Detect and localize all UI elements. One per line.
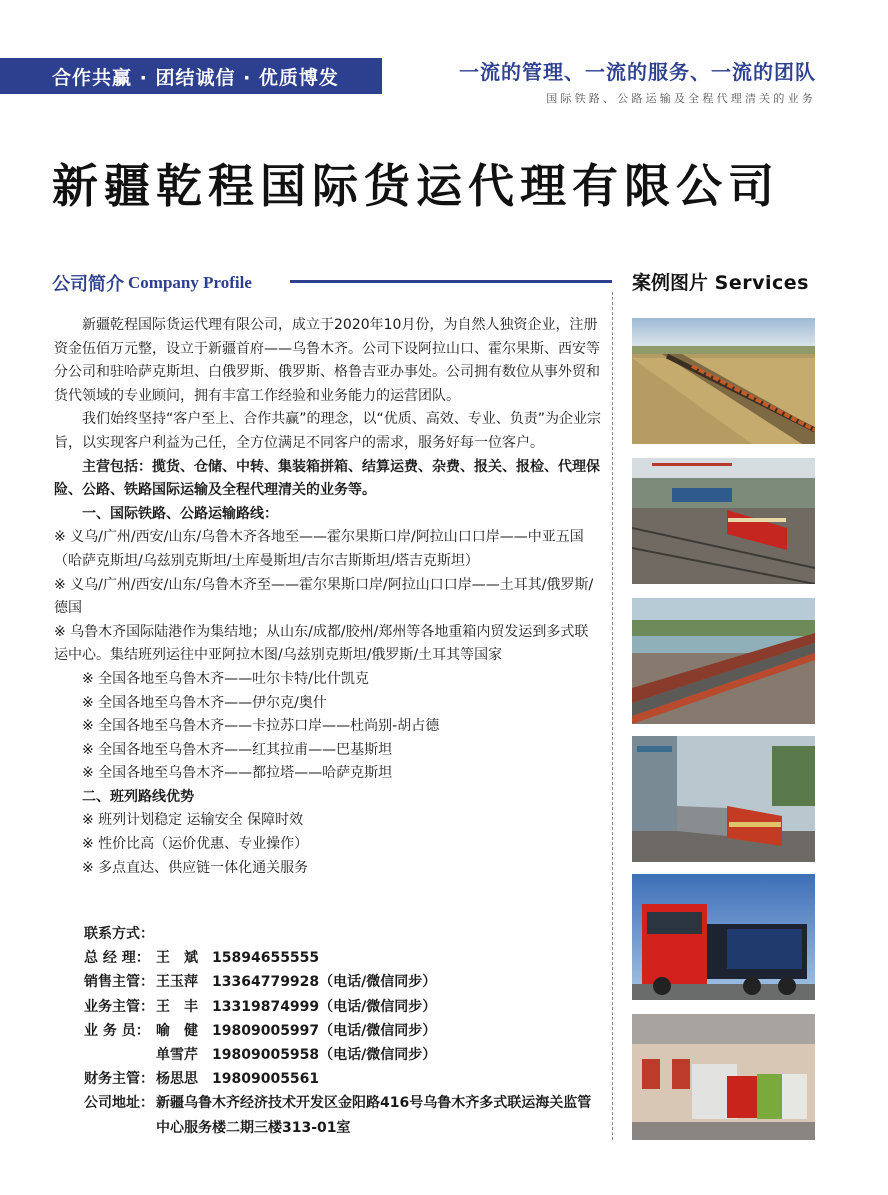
column-divider	[612, 292, 613, 1140]
contact-block	[84, 922, 604, 1140]
contact-row	[84, 970, 604, 994]
contact-value: 单雪芹 19809005958（电话/微信同步）	[156, 1047, 437, 1064]
profile-divider	[290, 280, 612, 283]
route-item: ※ 义乌/广州/西安/山东/乌鲁木齐至——霍尔果斯口岸/阿拉山口口岸——土耳其/俄罗斯/德国	[54, 576, 594, 617]
services-heading-en: Services	[714, 272, 809, 294]
contact-value: 王 丰 13319874999（电话/微信同步）	[156, 998, 437, 1015]
section-advantages-heading: 二、班列路线优势	[82, 788, 194, 805]
route-item: ※ 全国各地至乌鲁木齐——红其拉甫——巴基斯坦	[82, 741, 393, 758]
service-photo-container-trains	[632, 598, 815, 724]
profile-content	[54, 314, 602, 880]
profile-heading	[52, 270, 252, 296]
profile-paragraph-2: 我们始终坚持“客户至上、合作共赢”的理念，以“优质、高效、专业、负责”为企业宗旨，以实现客户利益为己任，全方位满足不同客户的需求，服务好每一位客户。	[54, 411, 602, 451]
contact-value: 王 斌 15894655555	[156, 950, 320, 967]
route-item: ※ 全国各地至乌鲁木齐——卡拉苏口岸——杜尚别-胡占德	[82, 718, 440, 735]
contact-row	[84, 946, 604, 970]
motto-main: 一流的管理、一流的服务、一流的团队	[459, 60, 816, 84]
contact-value: 杨思思 19809005561	[156, 1071, 320, 1088]
motto-block	[459, 56, 816, 106]
route-item: ※ 全国各地至乌鲁木齐——吐尔卡特/比什凯克	[82, 670, 369, 687]
service-photo-red-truck	[632, 874, 815, 1000]
advantage-item: ※ 多点直达、供应链一体化通关服务	[82, 859, 309, 876]
service-photo-train-steppe	[632, 318, 815, 444]
contact-row	[84, 1019, 604, 1043]
company-title: 新疆乾程国际货运代理有限公司	[52, 159, 780, 213]
contact-label: 总 经 理：	[84, 950, 150, 967]
profile-heading-cn: 公司简介	[52, 274, 124, 295]
service-photo-station-locomotive	[632, 736, 815, 862]
contact-row	[84, 1091, 604, 1139]
main-business: 主营包括：揽货、仓储、中转、集装箱拼箱、结算运费、杂费、报关、报检、代理保险、公路、铁路国际运输及全程代理清关的业务等。	[54, 458, 600, 499]
contact-label	[84, 1043, 156, 1067]
profile-paragraph-1: 新疆乾程国际货运代理有限公司，成立于2020年10月份，为自然人独资企业，注册资金伍佰万元整，设立于新疆首府——乌鲁木齐。公司下设阿拉山口、霍尔果斯、西安等分公司和驻哈萨克斯坦、白俄罗斯、俄罗斯、格鲁吉亚办事处。公司拥有数位从事外贸和货代领域的专业顾问，拥有丰富工作经验和业务能力的运营团队。	[54, 317, 600, 404]
services-heading-cn: 案例图片	[632, 272, 709, 294]
contact-label: 业务主管：	[84, 998, 154, 1015]
route-item: ※ 乌鲁木齐国际陆港作为集结地；从山东/成都/胶州/郑州等各地重箱内贸发运到多式联运中心。集结班列运往中亚阿拉木图/乌兹别克斯坦/俄罗斯/土耳其等国家	[54, 623, 589, 664]
contact-row	[84, 1067, 604, 1091]
service-photo-locomotive-yard	[632, 458, 815, 584]
advantage-item: ※ 班列计划稳定 运输安全 保障时效	[82, 812, 304, 829]
contact-value: 喻 健 19809005997（电话/微信同步）	[156, 1022, 437, 1039]
service-photo-warehouse-trucks	[632, 1014, 815, 1140]
slogan-banner	[0, 58, 382, 94]
contact-label: 财务主管：	[84, 1071, 154, 1088]
contact-label: 销售主管：	[84, 974, 154, 991]
route-item: ※ 全国各地至乌鲁木齐——都拉塔——哈萨克斯坦	[82, 765, 393, 782]
route-item: ※ 全国各地至乌鲁木齐——伊尔克/奥什	[82, 694, 327, 711]
contact-heading: 联系方式：	[84, 926, 154, 942]
slogan-text: 合作共赢 · 团结诚信 · 优质博发	[52, 66, 339, 89]
contact-label: 业 务 员：	[84, 1022, 150, 1039]
advantage-item: ※ 性价比高（运价优惠、专业操作）	[82, 836, 309, 853]
contact-label: 公司地址：	[84, 1095, 154, 1112]
contact-row	[84, 1043, 604, 1067]
motto-sub: 国际铁路、公路运输及全程代理清关的业务	[546, 92, 816, 105]
contact-value: 王玉萍 13364779928（电话/微信同步）	[156, 974, 437, 991]
section-routes-heading: 一、国际铁路、公路运输路线：	[82, 505, 278, 522]
route-item: ※ 义乌/广州/西安/山东/乌鲁木齐各地至——霍尔果斯口岸/阿拉山口口岸——中亚五国（哈萨克斯坦/乌兹别克斯坦/土库曼斯坦/吉尔吉斯斯坦/塔吉克斯坦）	[54, 529, 584, 569]
contact-row	[84, 995, 604, 1019]
profile-heading-en: Company Profile	[128, 273, 252, 292]
services-heading	[632, 268, 809, 295]
contact-value: 新疆乌鲁木齐经济技术开发区金阳路416号乌鲁木齐多式联运海关监管中心服务楼二期三楼313-01室	[156, 1095, 592, 1136]
